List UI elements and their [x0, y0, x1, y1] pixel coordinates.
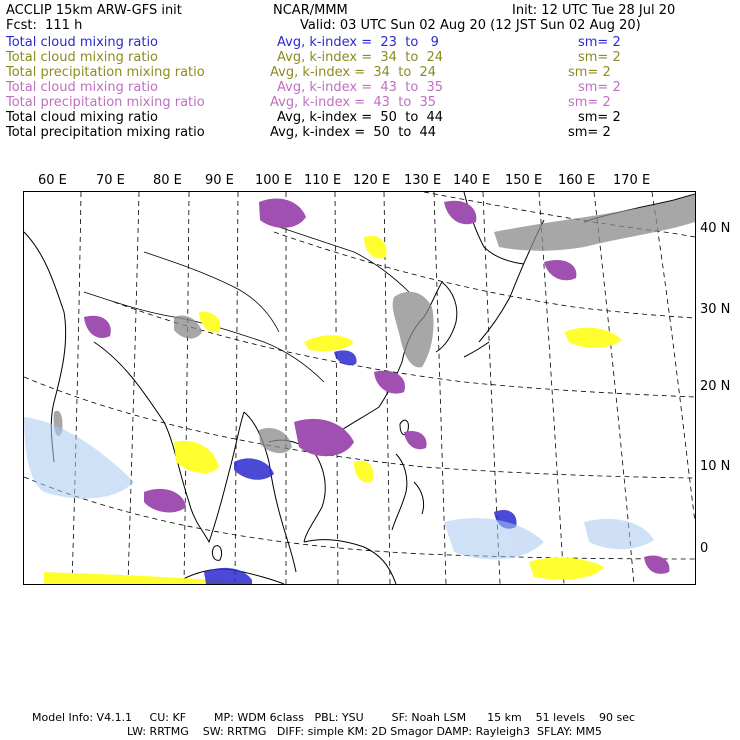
legend-sm: sm= 2: [568, 125, 611, 140]
map-svg: [24, 192, 695, 584]
legend-sm: sm= 2: [568, 95, 611, 110]
legend-field: Total cloud mixing ratio: [6, 50, 159, 65]
lat-label: 10 N: [700, 459, 731, 474]
model-info-line2: LW: RRTMG SW: RRTMG DIFF: simple KM: 2D Smagor DAMP: Rayleigh3 SFLAY: MM5: [127, 725, 602, 738]
legend-sm: sm= 2: [568, 65, 611, 80]
legend-avg: Avg, k-index = 34 to 24: [270, 65, 437, 80]
lon-label: 140 E: [453, 173, 491, 188]
lon-label: 70 E: [96, 173, 125, 188]
legend-avg: Avg, k-index = 43 to 35: [277, 80, 444, 95]
lon-label: 160 E: [558, 173, 596, 188]
legend-field: Total cloud mixing ratio: [6, 35, 159, 50]
gray-cloud-areas: [54, 194, 695, 453]
legend-avg: Avg, k-index = 50 to 44: [277, 110, 444, 125]
legend-field: Total precipitation mixing ratio: [6, 95, 205, 110]
lon-label: 120 E: [353, 173, 391, 188]
legend-avg: Avg, k-index = 23 to 9: [277, 35, 439, 50]
lon-label: 130 E: [404, 173, 442, 188]
init-time: Init: 12 UTC Tue 28 Jul 20: [512, 3, 676, 18]
lat-label: 30 N: [700, 302, 731, 317]
lon-label: 170 E: [613, 173, 651, 188]
lat-label: 20 N: [700, 379, 731, 394]
valid-time: Valid: 03 UTC Sun 02 Aug 20 (12 JST Sun 02 Aug 20): [300, 18, 641, 33]
legend-field: Total precipitation mixing ratio: [6, 125, 205, 140]
forecast-hour: Fcst: 111 h: [6, 18, 83, 33]
org-label: NCAR/MMM: [273, 3, 348, 18]
model-info-line1: Model Info: V4.1.1 CU: KF MP: WDM 6class PBL: YSU SF: Noah LSM 15 km 51 levels 90 sec: [32, 711, 636, 724]
legend-sm: sm= 2: [578, 50, 621, 65]
yellow-cloud-areas: [44, 236, 622, 584]
legend-field: Total cloud mixing ratio: [6, 80, 159, 95]
legend-field: Total precipitation mixing ratio: [6, 65, 205, 80]
lat-label: 0: [700, 541, 709, 556]
lon-label: 80 E: [153, 173, 182, 188]
legend-sm: sm= 2: [578, 80, 621, 95]
legend-avg: Avg, k-index = 50 to 44: [270, 125, 437, 140]
model-title: ACCLIP 15km ARW-GFS init: [6, 3, 182, 18]
lat-label: 40 N: [700, 221, 731, 236]
lon-label: 90 E: [205, 173, 234, 188]
lon-label: 110 E: [304, 173, 342, 188]
lon-label: 60 E: [38, 173, 67, 188]
map-panel: [23, 191, 696, 585]
lon-label: 150 E: [505, 173, 543, 188]
legend-avg: Avg, k-index = 34 to 24: [277, 50, 444, 65]
lon-label: 100 E: [255, 173, 293, 188]
legend-sm: sm= 2: [578, 35, 621, 50]
legend-avg: Avg, k-index = 43 to 35: [270, 95, 437, 110]
legend-sm: sm= 2: [578, 110, 621, 125]
legend-field: Total cloud mixing ratio: [6, 110, 159, 125]
